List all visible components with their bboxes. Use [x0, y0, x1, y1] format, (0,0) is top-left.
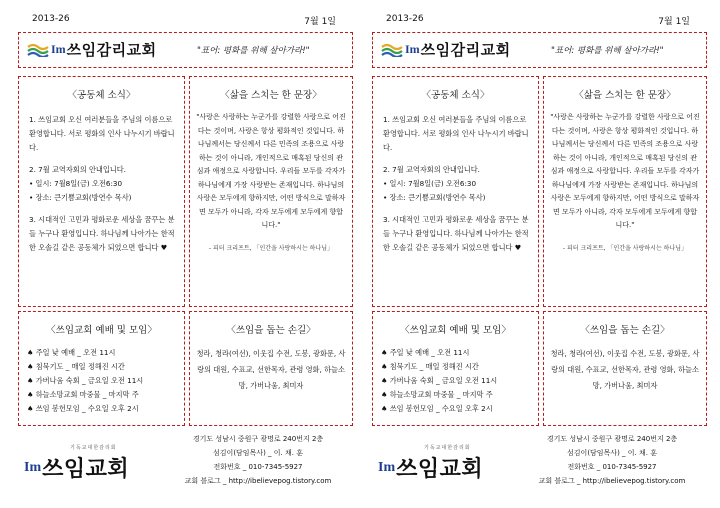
motto: "표어: 평화를 위해 살아가라!" — [197, 46, 310, 56]
title-box — [18, 32, 353, 68]
motto: "표어: 평화를 위해 살아가라!" — [551, 46, 664, 56]
worship-item: ♠ 침묵기도 _ 매일 정해진 시간 — [381, 362, 479, 371]
waves-icon — [381, 43, 403, 57]
church-name: 쓰임감리교회 — [66, 41, 157, 59]
footer-info — [512, 432, 712, 488]
footer-logo-subtitle: 기독교대한감리회 — [424, 445, 471, 451]
worship-title: 〈쓰임교회 예배 및 모임〉 — [400, 325, 511, 336]
footer-blog: 교회 블로그 _ http://ibelievepog.tistory.com — [184, 477, 332, 485]
footer-address: 경기도 성남시 중원구 광명로 240번지 2층 — [192, 435, 324, 443]
helpers-title: 〈쓰임을 돕는 손길〉 — [580, 325, 670, 336]
quote-text: "사랑은 사랑하는 누군가를 강렬한 사랑으로 어진다는 것이며, 사랑은 항상 평화적인 것입니다. 하나님께서는 당신께서 다른 민족의 조용으로 사랑하는 것이 아니라, 개인적으로 매혹된 당신의 관심과 애정으로 사랑합니다. 우리들 모두를 각자가 하나님에게 가장 사랑받는 존재입니다. 하나님의 사랑은 모두에게 향하지만, 어떤 방식으로 말하자면 모두가 아니라, 각자 모두에게 모두에게 향합니다." — [550, 113, 700, 229]
worship-box — [372, 311, 539, 426]
news-item: • 장소: 큰기쁨교회(방연수 목사) — [29, 193, 132, 202]
worship-item: ♠ 쓰임 봉헌모임 _ 수요일 오후 2시 — [381, 404, 493, 413]
footer-logo-subtitle: 기독교대한감리회 — [70, 445, 117, 451]
news-title: 〈공동체 소식〉 — [67, 90, 136, 101]
news-item: • 일시: 7월8일(금) 오전6:30 — [383, 179, 477, 188]
worship-item: ♠ 주일 낮 예배 _ 오전 11시 — [381, 348, 470, 357]
footer-pastor: 섬김이(담임목사) _ 이. 채. 훈 — [213, 449, 303, 457]
header-day: 7월 1일 — [658, 17, 690, 27]
worship-box — [18, 311, 185, 426]
worship-item: ♠ 가버나움 숙회 _ 금요일 오전 11시 — [27, 376, 144, 385]
church-logo — [381, 39, 511, 60]
logo-prefix: Im — [405, 42, 420, 56]
church-logo — [27, 39, 157, 60]
helpers-text: 청라, 청라(여선), 이웃집 수전, 도봉, 광화문, 사랑의 대원, 수표교, 선한목자, 관령 영화, 하늘소망, 가버나움, 최미자 — [196, 349, 346, 390]
helpers-box — [189, 311, 353, 426]
news-item: • 일시: 7월8일(금) 오전6:30 — [29, 179, 123, 188]
footer-church-name: 쓰임교회 — [396, 457, 484, 482]
quote-attribution: - 피터 크리프트, 「인간을 사랑하시는 하나님」 — [208, 244, 334, 252]
worship-title: 〈쓰임교회 예배 및 모임〉 — [46, 325, 157, 336]
title-box — [372, 32, 707, 68]
footer-logo-prefix: Im — [378, 459, 396, 475]
footer-logo — [22, 444, 162, 484]
helpers-box — [543, 311, 707, 426]
news-item: • 장소: 큰기쁨교회(방연수 목사) — [383, 193, 486, 202]
header-date: 2013-26 — [386, 14, 424, 24]
worship-item: ♠ 쓰임 봉헌모임 _ 수요일 오후 2시 — [27, 404, 139, 413]
footer-pastor: 섬김이(담임목사) _ 이. 채. 훈 — [567, 449, 657, 457]
footer-info — [158, 432, 358, 488]
worship-item: ♠ 하늘소망교회 마중물 _ 마지막 주 — [381, 390, 493, 399]
helpers-text: 청라, 청라(여선), 이웃집 수전, 도봉, 광화문, 사랑의 대원, 수표교, 선한목자, 관령 영화, 하늘소망, 가버나움, 최미자 — [550, 349, 700, 390]
footer-phone: 전화번호 _ 010-7345-5927 — [567, 463, 657, 471]
news-item: 2. 7월 교역자회의 안내입니다. — [29, 165, 126, 174]
bulletin-page-left — [8, 0, 360, 508]
news-item: 1. 쓰임교회 오신 여러분들을 주님의 이름으로 환영합니다. 서로 평화의 인사 나누시기 바랍니다. — [383, 115, 529, 152]
worship-item: ♠ 침묵기도 _ 매일 정해진 시간 — [27, 362, 125, 371]
logo-prefix: Im — [51, 42, 66, 56]
news-item: 1. 쓰임교회 오신 여러분들을 주님의 이름으로 환영합니다. 서로 평화의 인사 나누시기 바랍니다. — [29, 115, 175, 152]
news-item: 3. 시대적인 고민과 평화로운 세상을 꿈꾸는 분들 누구나 환영입니다. 하나님께 나아가는 한적한 오솔길 같은 공동체가 되었으면 합니다 ♥ — [383, 215, 529, 252]
news-box — [372, 76, 539, 307]
quote-box — [543, 76, 707, 307]
quote-text: "사랑은 사랑하는 누군가를 강렬한 사랑으로 어진다는 것이며, 사랑은 항상 평화적인 것입니다. 하나님께서는 당신께서 다른 민족의 조용으로 사랑하는 것이 아니라, 개인적으로 매혹된 당신의 관심과 애정으로 사랑합니다. 우리들 모두를 각자가 하나님에게 가장 사랑받는 존재입니다. 하나님의 사랑은 모두에게 향하지만, 어떤 방식으로 말하자면 모두가 아니라, 각자 모두에게 모두에게 향합니다." — [196, 113, 346, 229]
footer-church-name: 쓰임교회 — [42, 457, 130, 482]
news-title: 〈공동체 소식〉 — [421, 90, 490, 101]
quote-attribution: - 피터 크리프트, 「인간을 사랑하시는 하나님」 — [562, 244, 688, 252]
footer-phone: 전화번호 _ 010-7345-5927 — [213, 463, 303, 471]
waves-icon — [27, 43, 49, 57]
worship-item: ♠ 주일 낮 예배 _ 오전 11시 — [27, 348, 116, 357]
footer-logo — [376, 444, 516, 484]
header-day: 7월 1일 — [304, 17, 336, 27]
worship-item: ♠ 가버나움 숙회 _ 금요일 오전 11시 — [381, 376, 498, 385]
quote-title: 〈삶을 스치는 한 문장〉 — [220, 90, 322, 101]
header-date: 2013-26 — [32, 14, 70, 24]
news-box — [18, 76, 185, 307]
news-item: 2. 7월 교역자회의 안내입니다. — [383, 165, 480, 174]
footer-address: 경기도 성남시 중원구 광명로 240번지 2층 — [546, 435, 678, 443]
footer-blog: 교회 블로그 _ http://ibelievepog.tistory.com — [538, 477, 686, 485]
bulletin-page-right — [362, 0, 714, 508]
quote-title: 〈삶을 스치는 한 문장〉 — [574, 90, 676, 101]
footer-logo-prefix: Im — [24, 459, 42, 475]
quote-box — [189, 76, 353, 307]
news-item: 3. 시대적인 고민과 평화로운 세상을 꿈꾸는 분들 누구나 환영입니다. 하나님께 나아가는 한적한 오솔길 같은 공동체가 되었으면 합니다 ♥ — [29, 215, 175, 252]
church-name: 쓰임감리교회 — [420, 41, 511, 59]
helpers-title: 〈쓰임을 돕는 손길〉 — [226, 325, 316, 336]
worship-item: ♠ 하늘소망교회 마중물 _ 마지막 주 — [27, 390, 139, 399]
